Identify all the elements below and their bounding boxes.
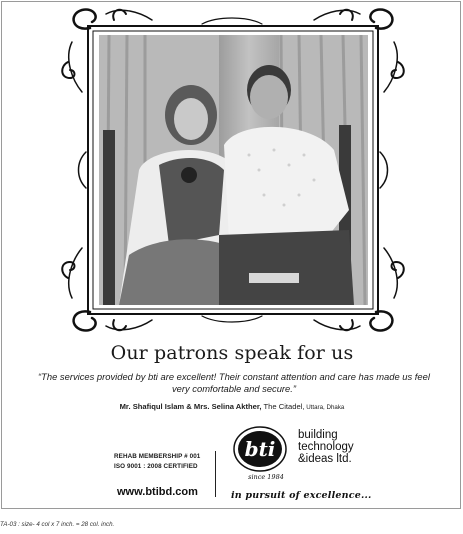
- iso-certification: ISO 9001 : 2008 CERTIFIED: [114, 463, 198, 470]
- testimonial-line-2: very comfortable and secure.”: [171, 382, 296, 394]
- since-label: since 1984: [248, 473, 284, 481]
- brand-line-1: building: [298, 429, 338, 441]
- brand-line-3: &ideas ltd.: [298, 453, 352, 465]
- testimonial-attribution: [2, 402, 462, 411]
- brand-tagline: in pursuit of excellence...: [231, 490, 372, 501]
- photo-couple: [99, 35, 368, 305]
- divider: [215, 451, 216, 497]
- attribution-area: Uttara, Dhaka: [304, 404, 345, 411]
- brand-line-2: technology: [298, 441, 354, 453]
- rehab-membership: REHAB MEMBERSHIP # 001: [114, 453, 201, 460]
- attribution-names: Mr. Shafiqul Islam & Mrs. Selina Akther,: [119, 402, 262, 411]
- size-footnote: TA-03 : size- 4 col x 7 inch. = 28 col. inch.: [0, 521, 115, 528]
- bti-logo-icon: [232, 425, 294, 485]
- bti-logo-text: bti: [244, 437, 276, 461]
- website-link[interactable]: www.btibd.com: [117, 486, 198, 498]
- attribution-place: The Citadel,: [261, 402, 305, 411]
- headline: Our patrons speak for us: [110, 342, 354, 364]
- testimonial-line-1: “The services provided by bti are excellent! Their constant attention and care has made us feel: [38, 371, 430, 382]
- testimonial-quote: [34, 371, 434, 394]
- advertisement: [1, 1, 461, 509]
